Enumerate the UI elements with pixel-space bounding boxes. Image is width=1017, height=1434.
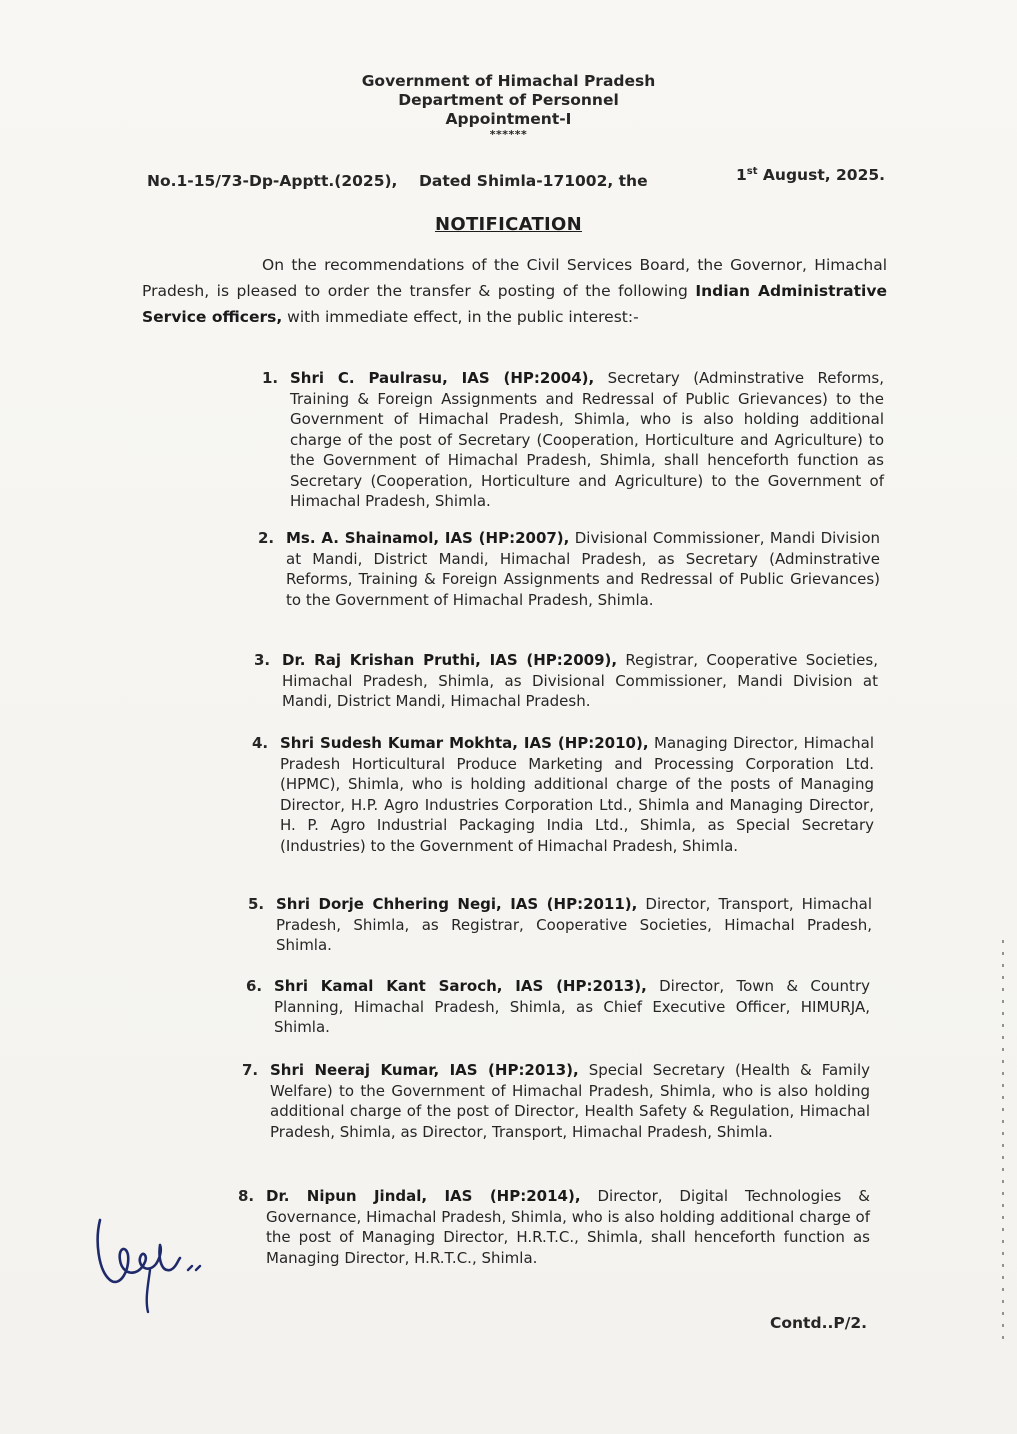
notification-title: NOTIFICATION: [434, 214, 583, 235]
date-suffix: st: [746, 166, 758, 177]
header-government: Government of Himachal Pradesh: [361, 72, 656, 90]
item-officer: Shri Dorje Chhering Negi, IAS (HP:2011),: [276, 895, 638, 913]
header-department: Department of Personnel: [398, 91, 619, 109]
item-text: Registrar, Cooperative Societies, Himachal Pradesh, Shimla, as Divisional Commissioner, Mandi Division at Mandi, District Mandi, Himachal Pradesh.: [282, 651, 878, 710]
document-header: [0, 72, 1017, 141]
item-number: 2.: [258, 529, 275, 547]
list-item: [238, 1186, 870, 1268]
intro-paragraph: [142, 252, 887, 330]
reference-date: [736, 166, 885, 184]
item-number: 1.: [262, 369, 279, 387]
reference-line: [147, 172, 648, 190]
item-officer: Dr. Nipun Jindal, IAS (HP:2014),: [266, 1187, 581, 1205]
item-number: 8.: [238, 1187, 255, 1205]
list-item: [262, 368, 885, 512]
item-number: 4.: [252, 734, 269, 752]
item-text: Special Secretary (Health & Family Welfare) to the Government of Himachal Pradesh, Shimla, who is also holding additional charge of the post of Director, Health Safety & Regulation, Himachal Pradesh, Shimla, as Director, Transport, Himachal Pradesh, Shimla.: [270, 1061, 870, 1141]
list-item: [258, 528, 881, 610]
item-text: Divisional Commissioner, Mandi Division at Mandi, District Mandi, Himachal Pradesh, as Secretary (Adminstrative Reforms, Training & Foreign Assignments and Redressal of Public Grievances) to the Government of Himachal Pradesh, Shimla.: [286, 529, 881, 609]
item-text: Director, Transport, Himachal Pradesh, Shimla, as Registrar, Cooperative Societies, Himachal Pradesh, Shimla.: [276, 895, 872, 954]
item-number: 6.: [246, 977, 263, 995]
header-section: Appointment-I: [445, 110, 572, 128]
list-item: [248, 894, 872, 956]
item-text: Managing Director, Himachal Pradesh Horticultural Produce Marketing and Processing Corporation Ltd. (HPMC), Shimla, who is holding additional charge of the posts of Managing Director, H.P. Agro Industries Corporation Ltd., Shimla and Managing Director, H. P. Agro Industrial Packaging India Ltd., Shimla, as Special Secretary (Industries) to the Government of Himachal Pradesh, Shimla.: [280, 734, 874, 855]
list-item: [242, 1060, 870, 1142]
item-officer: Shri Kamal Kant Saroch, IAS (HP:2013),: [274, 977, 647, 995]
item-text: Director, Town & Country Planning, Himachal Pradesh, Shimla, as Chief Executive Officer, HIMURJA, Shimla.: [274, 977, 870, 1036]
item-officer: Shri Sudesh Kumar Mokhta, IAS (HP:2010),: [280, 734, 649, 752]
intro-text-start: On the recommendations of the Civil Services Board, the Governor, Himachal Pradesh, is pleased to order the transfer & posting of the following: [142, 256, 887, 300]
header-stars: ******: [489, 128, 528, 141]
list-item: [254, 650, 878, 712]
item-number: 5.: [248, 895, 265, 913]
continued-note: Contd..P/2.: [770, 1314, 868, 1332]
reference-number: No.1-15/73-Dp-Apptt.(2025),: [147, 172, 398, 190]
scan-edge-marks: [1001, 940, 1005, 1340]
item-officer: Ms. A. Shainamol, IAS (HP:2007),: [286, 529, 570, 547]
item-number: 7.: [242, 1061, 259, 1079]
item-officer: Dr. Raj Krishan Pruthi, IAS (HP:2009),: [282, 651, 618, 669]
date-rest: August, 2025.: [757, 166, 886, 185]
list-item: [252, 733, 874, 856]
item-officer: Shri Neeraj Kumar, IAS (HP:2013),: [270, 1061, 579, 1079]
item-text: Director, Digital Technologies & Governance, Himachal Pradesh, Shimla, who is also holding additional charge of the post of Managing Director, H.R.T.C., Shimla, shall henceforth function as Managing Director, H.R.T.C., Shimla.: [266, 1187, 870, 1267]
handwritten-signature-icon: [90, 1200, 230, 1320]
intro-text-bold: Indian Administrative Service officers,: [142, 282, 887, 326]
item-number: 3.: [254, 651, 271, 669]
item-officer: Shri C. Paulrasu, IAS (HP:2004),: [290, 369, 595, 387]
intro-text-end: with immediate effect, in the public interest:-: [282, 308, 639, 326]
date-day: 1: [736, 166, 747, 185]
list-item: [246, 976, 870, 1038]
reference-dated: Dated Shimla-171002, the: [419, 172, 648, 190]
item-text: Secretary (Adminstrative Reforms, Training & Foreign Assignments and Redressal of Public Grievances) to the Government of Himachal Pradesh, Shimla, who is also holding additional charge of the post of Secretary (Cooperation, Horticulture and Agriculture) to the Government of Himachal Pradesh, Shimla, shall henceforth function as Secretary (Cooperation, Horticulture and Agriculture) to the Government of Himachal Pradesh, Shimla.: [290, 369, 885, 510]
